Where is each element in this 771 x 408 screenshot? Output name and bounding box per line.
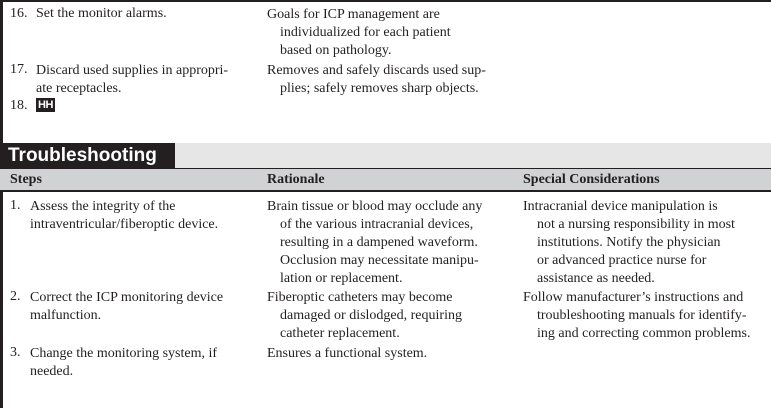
special-line: Intracranial device manipulation is bbox=[523, 199, 718, 214]
top-border-rule bbox=[0, 0, 771, 2]
troubleshooting-rationale-3 bbox=[267, 345, 522, 363]
troubleshooting-rationale-1 bbox=[267, 198, 522, 288]
column-header-steps: Steps bbox=[10, 172, 42, 187]
rationale-line: catheter replacement. bbox=[280, 326, 400, 341]
rationale-16 bbox=[267, 6, 517, 60]
troubleshooting-rationale-2 bbox=[267, 289, 522, 343]
rationale-line: Fiberoptic catheters may become bbox=[267, 290, 453, 305]
special-line: ing and correcting common problems. bbox=[537, 326, 751, 341]
special-line: not a nursing responsibility in most bbox=[537, 217, 735, 232]
step-line: needed. bbox=[30, 364, 74, 379]
column-header-special: Special Considerations bbox=[523, 172, 660, 187]
step-number: 17. bbox=[10, 62, 28, 77]
troubleshooting-special-1 bbox=[523, 198, 771, 288]
step-line: Discard used supplies in appropri- bbox=[36, 63, 229, 78]
rationale-17 bbox=[267, 62, 527, 98]
special-line: troubleshooting manuals for identify- bbox=[537, 308, 747, 323]
step-line: Correct the ICP monitoring device bbox=[30, 290, 224, 305]
rationale-line: resulting in a dampened waveform. bbox=[280, 235, 478, 250]
special-line: institutions. Notify the physician bbox=[537, 235, 721, 250]
special-line: or advanced practice nurse for bbox=[537, 253, 707, 268]
step-line: malfunction. bbox=[30, 308, 102, 323]
step-line: intraventricular/fiberoptic device. bbox=[30, 217, 219, 232]
rationale-line: individualized for each patient bbox=[280, 25, 451, 40]
step-number: 18. bbox=[10, 98, 28, 113]
rationale-line: based on pathology. bbox=[280, 43, 392, 58]
section-title: Troubleshooting bbox=[0, 143, 175, 168]
troubleshooting-special-2 bbox=[523, 289, 771, 343]
step-line: Assess the integrity of the bbox=[30, 199, 176, 214]
step-text bbox=[36, 98, 55, 114]
special-line: assistance as needed. bbox=[537, 271, 655, 286]
rationale-line: Ensures a functional system. bbox=[267, 346, 428, 361]
special-line: Follow manufacturer’s instructions and bbox=[523, 290, 744, 305]
step-text bbox=[36, 62, 228, 98]
step-number: 1. bbox=[10, 198, 21, 213]
step-text bbox=[30, 198, 218, 234]
rationale-line: of the various intracranial devices, bbox=[280, 217, 474, 232]
rationale-line: damaged or dislodged, requiring bbox=[280, 308, 462, 323]
step-text bbox=[30, 289, 223, 325]
table-column-header bbox=[0, 168, 771, 192]
step-number: 2. bbox=[10, 289, 21, 304]
step-text bbox=[36, 6, 167, 22]
rationale-line: lation or replacement. bbox=[280, 271, 403, 286]
step-line: Set the monitor alarms. bbox=[36, 6, 167, 21]
step-line: Change the monitoring system, if bbox=[30, 346, 218, 361]
step-number: 16. bbox=[10, 6, 28, 21]
step-number: 3. bbox=[10, 345, 21, 360]
step-line: ate receptacles. bbox=[36, 81, 122, 96]
rationale-line: Occlusion may necessitate manipu- bbox=[280, 253, 479, 268]
rationale-line: Removes and safely discards used sup- bbox=[267, 63, 486, 78]
step-text bbox=[30, 345, 217, 381]
rationale-line: Brain tissue or blood may occlude any bbox=[267, 199, 483, 214]
hh-badge-icon: HH bbox=[38, 99, 53, 111]
rationale-line: Goals for ICP management are bbox=[267, 7, 440, 22]
rationale-line: plies; safely removes sharp objects. bbox=[280, 81, 479, 96]
left-border-rule bbox=[0, 0, 3, 408]
column-header-rationale: Rationale bbox=[267, 172, 325, 187]
